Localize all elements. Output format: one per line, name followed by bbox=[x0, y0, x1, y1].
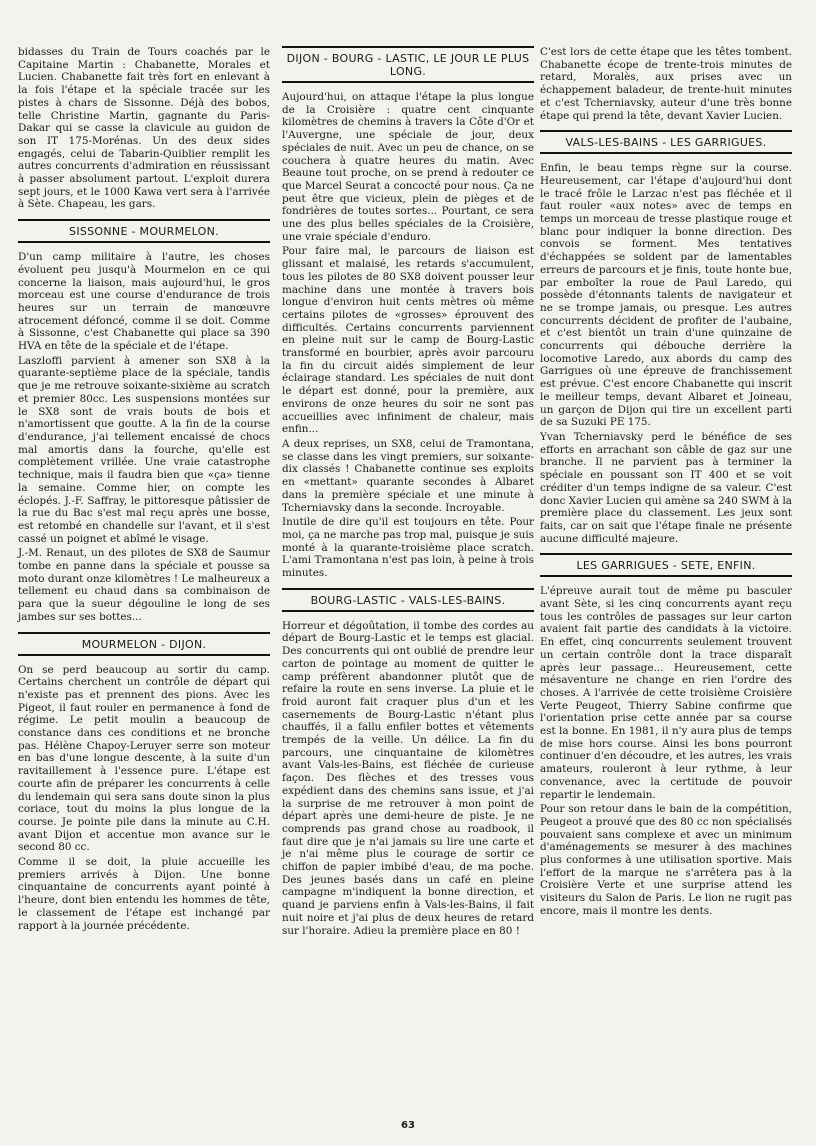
column-left bbox=[18, 46, 270, 934]
article-paragraph: L'épreuve aurait tout de même pu basculer avant Sète, si les cinq concurrents ayant reçu tous les contrôles de passages sur leur carton avaient fait partie des candidats à la victoire. En effet, cinq concurrents seulement trouvent un certain contrôle dont la trace disparaît après leur passage... Heureusement, cette mésaventure ne change en rien l'ordre des choses. A l'arrivée de cette troisième Croisière Verte Peugeot, Thierry Sabine confirme que l'orientation prise cette année par sa course est la bonne. En 1981, il n'y aura plus de temps de mise hors course. Ainsi les bons pourront continuer d'en découdre, et les autres, les vrais amateurs, rouleront à leur rythme, à leur convenance, avec la certitude de pouvoir repartir le lendemain. bbox=[540, 585, 792, 801]
article-paragraph: A deux reprises, un SX8, celui de Tramontana, se classe dans les vingt premiers, sur soixante-dix classés ! Chabanette continue ses exploits en «mettant» quarante secondes à Albaret dans la première spéciale et une minute à Tcherniavsky dans la seconde. Incroyable. bbox=[282, 437, 534, 514]
column-middle bbox=[282, 46, 534, 939]
section-heading: MOURMELON - DIJON. bbox=[18, 632, 270, 656]
section-heading: VALS-LES-BAINS - LES GARRIGUES. bbox=[540, 130, 792, 154]
section-heading: SISSONNE - MOURMELON. bbox=[18, 219, 270, 243]
article-paragraph: Pour son retour dans le bain de la compétition, Peugeot a prouvé que des 80 cc non spécialisés pouvaient sans complexe et avec un minimum d'aménagements se mesurer à des machines plus conformes à une utilisation sportive. Mais l'effort de la marque ne s'arrêtera pas à la Croisière Verte et une surprise attend les visiteurs du Salon de Paris. Le lion ne rugit pas encore, mais il montre les dents. bbox=[540, 803, 792, 917]
page-number: 63 bbox=[401, 1120, 415, 1131]
section-heading: LES GARRIGUES - SETE, ENFIN. bbox=[540, 553, 792, 577]
column-right bbox=[540, 46, 792, 920]
article-paragraph: Pour faire mal, le parcours de liaison est glissant et malaisé, les retards s'accumulent, tous les pilotes de 80 SX8 doivent pousser leur machine dans une montée à travers bois longue d'environ huit cents mètres où même certains pilotes de «grosses» éprouvent des difficultés. Certains concurrents parviennent en pleine nuit sur le camp de Bourg-Lastic transformé en bourbier, après avoir parcouru la fin du circuit aidés simplement de leur éclairage standard. Les spéciales de nuit dont le départ est donné, pour la première, aux environs de onze heures du soir ne sont pas accueillies avec infiniment de chaleur, mais enfin... bbox=[282, 245, 534, 436]
article-paragraph: bidasses du Train de Tours coachés par le Capitaine Martin : Chabanette, Morales et Lucien. Chabanette fait très fort en enlevant à la fois l'étape et la spéciale tracée sur les pistes à chars de Sissonne. Déjà des bobos, telle Christine Martin, gagnante du Paris-Dakar qui se casse la clavicule au guidon de son IT 175-Morénas. Un des deux sides engagés, celui de Tabarin-Quiblier remplit les autres concurrents d'admiration en réussissant à passer absolument partout. L'exploit durera sept jours, et le 1000 Kawa vert sera à l'arrivée à Sète. Chapeau, les gars. bbox=[18, 46, 270, 211]
article-paragraph: Enfin, le beau temps règne sur la course. Heureusement, car l'étape d'aujourd'hui dont le tracé frôle le Larzac n'est pas fléchée et il faut rouler «aux notes» avec de temps en temps un morceau de tresse plastique rouge et blanc pour indiquer la bonne direction. Des convois se forment. Mes tentatives d'échappées se soldent par de lamentables erreurs de parcours et je finis, toute honte bue, par emboîter la roue de Paul Laredo, qui possède d'étonnants talents de navigateur et ne se trompe jamais, ou presque. Les autres concurrents décident de profiter de l'aubaine, et c'est bientôt un train d'une quinzaine de concurrents qui débouche derrière la locomotive Laredo, aux abords du camp des Garrigues où une épreuve de franchissement est prévue. C'est encore Chabanette qui inscrit le meilleur temps, devant Albaret et Joineau, un garçon de Dijon qui tire un excellent parti de sa Suzuki PE 175. bbox=[540, 162, 792, 429]
article-paragraph: On se perd beaucoup au sortir du camp. Certains cherchent un contrôle de départ qui n'existe pas et prennent des pions. Avec les Pigeot, il faut rouler en permanence à fond de régime. Le petit moulin a beaucoup de constance dans ces conditions et ne bronche pas. Hélène Chapoy-Leruyer serre son moteur en bas d'une longue descente, à la suite d'un ravitaillement à l'essence pure. L'étape est courte afin de préparer les concurrents à celle du lendemain qui sera sans doute sinon la plus coriace, tout du moins la plus longue de la course. Je pointe pile dans la minute au C.H. avant Dijon et accentue mon avance sur le second 80 cc. bbox=[18, 663, 270, 854]
article-paragraph: Inutile de dire qu'il est toujours en tête. Pour moi, ça ne marche pas trop mal, puisque je suis monté à la quarante-troisième place scratch. L'ami Tramontana n'est pas loin, à peine à trois minutes. bbox=[282, 516, 534, 580]
article-paragraph: J.-M. Renaut, un des pilotes de SX8 de Saumur tombe en panne dans la spéciale et pousse sa moto durant onze kilomètres ! Le malheureux a tellement eu chaud dans sa combinaison de para que la sueur dégouline le long de ses jambes sur ses bottes... bbox=[18, 547, 270, 623]
article-paragraph: C'est lors de cette étape que les têtes tombent. Chabanette écope de trente-trois minutes de retard, Moralès, aux prises avec un échappement baladeur, de trente-huit minutes et c'est Tcherniavsky, auteur d'une très bonne étape qui prend la tête, devant Xavier Lucien. bbox=[540, 46, 792, 122]
article-paragraph: Comme il se doit, la pluie accueille les premiers arrivés à Dijon. Une bonne cinquantaine de concurrents ayant pointé à l'heure, dont bien entendu les hommes de tête, le classement de l'étape est inchangé par rapport à la journée précédente. bbox=[18, 856, 270, 932]
section-heading: DIJON - BOURG - LASTIC, LE JOUR LE PLUS LONG. bbox=[282, 46, 534, 83]
article-paragraph: Aujourd'hui, on attaque l'étape la plus longue de la Croisière : quatre cent cinquante kilomètres de chemins à travers la Côte d'Or et l'Auvergne, une spéciale de jour, deux spéciales de nuit. Avec un peu de chance, on se couchera à quatre heures du matin. Avec Beaune tout proche, on se prend à redouter ce que Marcel Seurat a concocté pour nous. Ça ne peut être que vicieux, plein de pièges et de fondrières de toutes sortes... Pourtant, ce sera une des plus belles spéciales de la Croisière, une vraie spéciale d'enduro. bbox=[282, 91, 534, 243]
article-paragraph: D'un camp militaire à l'autre, les choses évoluent peu jusqu'à Mourmelon en ce qui concerne la liaison, mais aujourd'hui, le gros morceau est une course d'endurance de trois heures sur un terrain de manœuvre atrocement défoncé, comme il se doit. Comme à Sissonne, c'est Chabanette qui place sa 390 HVA en tête de la spéciale et de l'étape. bbox=[18, 251, 270, 353]
article-paragraph: Laszloffi parvient à amener son SX8 à la quarante-septième place de la spéciale, tandis que je me retrouve soixante-sixième au scratch et premier 80cc. Les suspensions montées sur le SX8 sont de vrais bouts de bois et n'amortissent que goutte. A la fin de la course d'endurance, j'ai tellement encaissé de chocs mal amortis dans la fourche, qu'elle est complètement vrillée. Une vraie catastrophe technique, mais il faudra bien que «ça» tienne la semaine. Comme hier, on compte les éclopés. J.-F. Saffray, le pittoresque pâtissier de la rue du Bac s'est mal reçu après une bosse, est retombé en chandelle sur l'avant, et il s'est cassé un poignet et abîmé le visage. bbox=[18, 354, 270, 545]
article-paragraph: Horreur et dégoûtation, il tombe des cordes au départ de Bourg-Lastic et le temps est glacial. Des concurrents qui ont oublié de prendre leur carton de pointage au moment de quitter le camp préfèrent abandonner plutôt que de refaire la route en sens inverse. La pluie et le froid auront fait craquer plus d'un et les casernements de Bourg-Lastic n'étant plus chauffés, il a fallu enfiler bottes et vêtements trempés de la veille. Un délice. La fin du parcours, une cinquantaine de kilomètres avant Vals-les-Bains, est fléchée de curieuse façon. Des flèches et des tresses vous expédient dans des chemins sans issue, et j'ai la surprise de me retrouver à mon point de départ après une demi-heure de piste. Je ne comprends pas grand chose au roadbook, il faut dire que je n'ai jamais su lire une carte et je n'ai même plus le courage de sortir ce chiffon de papier imbibé d'eau, de ma poche. Des jeunes basés dans un café en pleine campagne m'indiquent la bonne direction, et quand je parviens enfin à Vals-les-Bains, il fait nuit noire et j'ai plus de deux heures de retard sur l'horaire. Adieu la première place en 80 ! bbox=[282, 619, 534, 937]
section-heading: BOURG-LASTIC - VALS-LES-BAINS. bbox=[282, 588, 534, 612]
article-paragraph: Yvan Tcherniavsky perd le bénéfice de ses efforts en arrachant son câble de gaz sur une branche. Il ne parvient pas à terminer la spéciale en poussant son IT 400 et se voit créditer d'un temps indigne de sa valeur. C'est donc Xavier Lucien qui amène sa 240 SWM à la première place du classement. Les jeux sont faits, car on sait que l'étape finale ne présente aucune difficulté majeure. bbox=[540, 430, 792, 545]
